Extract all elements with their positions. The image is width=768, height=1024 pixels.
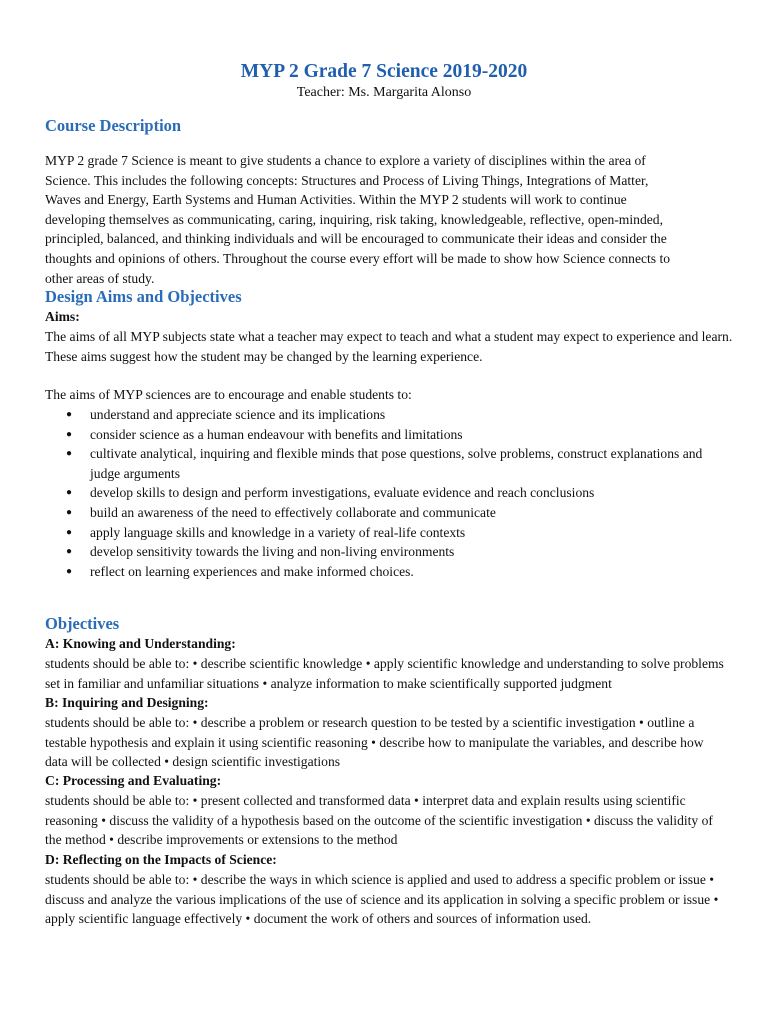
aims-bullet-item: ● consider science as a human endeavour with benefits and limitations <box>45 425 735 445</box>
course-description-text: MYP 2 grade 7 Science is meant to give students a chance to explore a variety of disciplines within the area of Science. This includes the following concepts: Structures and Process of Living Things, Integrations of Matter, Waves and Energy, Earth Systems and Human Activities. Within the MYP 2 students will work to continue developing themselves as communicating, caring, inquiring, risk taking, knowledgeable, reflective, open-minded, principled, balanced, and thinking individuals and will be encouraged to communicate their ideas and consider the thoughts and opinions of others. Throughout the course every effort will be made to show how Science connects to other areas of study. <box>45 153 671 286</box>
objective-b-text: students should be able to: • describe a problem or research question to be tested by a scientific investigation • outline a testable hypothesis and explain it using scientific reasoning • describe how to manipulate the variables, and describe how data will be collected • design scientific investigations <box>45 715 704 770</box>
objective-a-text: students should be able to: • describe scientific knowledge • apply scientific knowledge and understanding to solve problems set in familiar and unfamiliar situations • analyze information to make scientifically supported judgment <box>45 656 724 691</box>
objective-a-label: A: Knowing and Understanding: <box>45 636 236 651</box>
objectives-heading: Objectives <box>45 614 120 633</box>
objective-d-text: students should be able to: • describe the ways in which science is applied and used to address a specific problem or issue • discuss and analyze the various implications of the use of science and its application in solving a specific problem or issue • apply scientific language effectively • document the work of others and sources of information used. <box>45 872 719 927</box>
objective-d-label: D: Reflecting on the Impacts of Science: <box>45 852 277 867</box>
aims-bullet-item: ● develop skills to design and perform investigations, evaluate evidence and reach conclusions <box>45 483 735 503</box>
aims-text: The aims of all MYP subjects state what a teacher may expect to teach and what a student may expect to experience and learn. These aims suggest how the student may be changed by the learning experience. <box>45 329 733 364</box>
aims-bullet-list <box>45 405 735 581</box>
objective-c-label: C: Processing and Evaluating: <box>45 773 222 788</box>
aims-label: Aims: <box>45 309 80 324</box>
aims-intro: The aims of MYP sciences are to encourage and enable students to: <box>45 387 412 402</box>
document-title: MYP 2 Grade 7 Science 2019-2020 <box>240 61 528 82</box>
aims-bullet-item: ● build an awareness of the need to effectively collaborate and communicate <box>45 503 735 523</box>
aims-bullet-item: ● reflect on learning experiences and make informed choices. <box>45 562 735 582</box>
design-aims-heading: Design Aims and Objectives <box>45 287 242 306</box>
course-description-heading: Course Description <box>45 116 182 135</box>
teacher-line: Teacher: Ms. Margarita Alonso <box>296 85 472 100</box>
aims-bullet-item: ● cultivate analytical, inquiring and flexible minds that pose questions, solve problems, construct explanations and judge arguments <box>45 444 735 483</box>
objective-b-label: B: Inquiring and Designing: <box>45 695 209 710</box>
aims-bullet-item: ● apply language skills and knowledge in a variety of real-life contexts <box>45 523 735 543</box>
aims-bullet-item: ● understand and appreciate science and its implications <box>45 405 735 425</box>
objective-c-text: students should be able to: • present collected and transformed data • interpret data and explain results using scientific reasoning • discuss the validity of a hypothesis based on the outcome of the scientific investigation • discuss the validity of the method • describe improvements or extensions to the method <box>45 793 713 848</box>
aims-bullet-item: ● develop sensitivity towards the living and non-living environments <box>45 542 735 562</box>
